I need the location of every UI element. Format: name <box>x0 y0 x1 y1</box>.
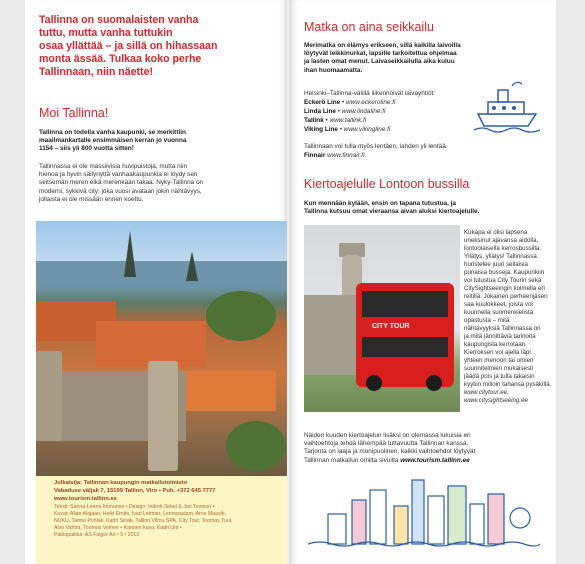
kiertoajelu-lead <box>304 200 550 216</box>
credit-lines <box>54 504 282 539</box>
moi-body <box>39 163 275 204</box>
bus-line: lontoolaisella kerrosbussilla. <box>464 245 542 252</box>
footer-text <box>304 432 554 465</box>
citytour-link[interactable]: www.citytour.ee, <box>464 389 509 396</box>
lead-line: löytyvät leikkinurkat, lapsille tarkoitettua ohjelmaa <box>304 50 457 58</box>
lead-line: ihan huomaamatta. <box>304 66 363 74</box>
intro-text <box>39 14 275 79</box>
bus-line: opastusta – mitä <box>464 317 510 324</box>
lead-line: Kun mennään kylään, ensin on tapana tutustua, ja <box>304 200 456 207</box>
footer-line: Näiden kuuden kiertoajelun lisäksi on olemassa lukuisia eri <box>304 432 471 439</box>
operator-link[interactable]: www.lindaline.fi <box>341 108 386 115</box>
ship-illustration <box>472 78 542 134</box>
moi-tallinna-heading: Moi Tallinna! <box>39 106 109 120</box>
operator-line: Eckerö Line • www.eckeroline.fi <box>304 99 396 106</box>
bus-line: Kukapa ei olisi lapsena <box>464 229 528 236</box>
lead-line: Tallinna kutsuu omat vieraansa aivan aluksi kiertoajelulle. <box>304 208 480 216</box>
bus-line: voi tutustua City Tourin sekä <box>464 277 542 284</box>
intro-line: monta ässää. Tulkaa koko perhe <box>39 53 202 65</box>
body-line: moderni, sykkivä city: joka vuosi avataan jokin nähtävyys, <box>39 187 202 195</box>
intro-line: tuttu, mutta vanha tuttukin <box>39 27 173 39</box>
bus-text <box>464 229 554 405</box>
credits-box <box>36 476 287 564</box>
body-line: Tallinnassa ei ole massiivisia huvipuistoja, mutta niin <box>39 163 188 170</box>
lower-windows <box>362 337 448 357</box>
bus-line: kyytiin milloin tahansa pysäkillä. <box>464 381 552 388</box>
bus-line: jäädä pois ja tulla takaisin <box>464 373 535 380</box>
photo-sea <box>36 261 287 287</box>
publisher-web[interactable]: www.tourism.tallinn.ee <box>54 496 117 502</box>
bus-line: ja mitä jännittäviä tarinoita <box>464 333 536 340</box>
body-line: seitsemän meren eikä merenkään takaa. Nyky-Tallinna on <box>39 179 204 187</box>
credit-line: Painopaikka: AS Folger Art • 5 / 2013 <box>54 532 140 538</box>
credit-line: Kuvat: Allan Alajaan, Heiki Ernits, Ivari Leiman, Lennusadam, Arne Maasik, <box>54 511 226 517</box>
operator-link[interactable]: www.eckeroline.fi <box>346 99 396 106</box>
old-town-photo <box>36 221 287 476</box>
operator-line: Linda Line • www.lindaline.fi <box>304 108 386 115</box>
operator-name: Eckerö Line <box>304 99 341 106</box>
lead-line: Tallinna on todella vanha kaupunki, se merkittiin <box>39 129 186 136</box>
tourism-link[interactable]: www.tourism.tallinn.ee <box>400 456 470 464</box>
operator-name: Viking Line <box>304 126 338 133</box>
wall-tower <box>36 351 62 441</box>
bus-line: huristelee juuri sellaisia <box>464 261 528 268</box>
lead-line: Merimatka on elämys erikseen, sillä kaikilla laivoilla <box>304 42 461 49</box>
bus-line: kaupungista kerrotaan. <box>464 341 527 348</box>
publisher: Julkaisija: Tallinnan kaupungin matkailutoimisto <box>54 480 188 486</box>
matka-heading: Matka on aina seikkailu <box>304 20 434 34</box>
operator-line: Tallink • www.tallink.fi <box>304 117 367 124</box>
bus-line: suunnitelmien mukaisesti <box>464 365 534 372</box>
credit-line: NUKU, Tarmo Pohlak, Kadri Sinak, Tallinn Vilmu SPA, City Tour, Toomas Tuul, <box>54 518 233 524</box>
bus-line: CitySightseeingin kolmella eri <box>464 285 545 292</box>
operator-name: Tallink <box>304 117 324 124</box>
left-page <box>25 0 287 564</box>
bus-line: kuunnella suomenkielistä <box>464 309 534 316</box>
upper-windows <box>362 291 448 317</box>
intro-line: osaa yllättää – ja sillä on hihassaan <box>39 40 218 52</box>
operator-line: Viking Line • www.vikingline.fi <box>304 126 391 133</box>
lead-line: ja lasten omat menut. Laivaseikkailulla aika kuluu <box>304 58 455 66</box>
wheel <box>366 375 382 391</box>
flight-line-2 <box>304 152 366 160</box>
intro-line: Tallinnaan, niin näette! <box>39 66 153 78</box>
flight-line-1: Tallinnaan voi tulla myös lentäen, lahden yli lentää <box>304 143 446 150</box>
intro-line: Tallinna on suomalaisten vanha <box>39 14 199 26</box>
bus-line: saa kuulokkeet, joista voi <box>464 301 533 308</box>
airline-name: Finnair <box>304 152 326 159</box>
bus-line: nähtävyyksiä Tallinnassa on <box>464 325 541 332</box>
lead-line: maailmankartalle ensimmäisen kerran jo vuonna <box>39 137 187 145</box>
credit-line: Teksti: Sanna-Leena Immanen • Design: Indrek Sirkel & Jan Tomson • <box>54 504 215 510</box>
bus-photo <box>304 225 460 412</box>
bus-line: uneksinut ajavansa aidolla, <box>464 237 539 244</box>
bus-line: reitillä. Jokainen perheenjäsen <box>464 293 548 300</box>
operator-link[interactable]: www.tallink.fi <box>329 117 367 124</box>
wall-tower <box>148 361 178 471</box>
publisher-address: Vabaduse väljak 7, 15199 Tallinn, Viro • Puh. +372 645 7777 <box>54 488 216 494</box>
airline-link[interactable]: www.finnair.fi. <box>327 152 367 159</box>
footer-line: vaihtoehtoja tehdä lähempää tuttavuutta Tallinnan kanssa. <box>304 440 469 448</box>
body-line: jollaista ei ole missään ennen koettu. <box>39 195 144 203</box>
operators-intro: Helsinki–Tallinna-välillä liikennöivät laivayhtiöt: <box>304 90 436 97</box>
bus-line: Yllätys, yllätys! Tallinnassa <box>464 253 537 260</box>
bus-line: Kierroksen voi ajella läpi <box>464 349 531 356</box>
trees <box>206 291 276 341</box>
footer-line: Tarjonta on laaja ja monipuolinen, kaikki vaihtoehdot löytyvät <box>304 448 476 456</box>
bus-line: punaisia busseja. Kaupunkiin <box>464 269 545 276</box>
bus-sign: CITY TOUR <box>372 323 410 330</box>
credit-line: Aivo Vahtra, Toomas Volmer • Kannen kuva: Kadri Unt • <box>54 525 182 531</box>
right-page <box>290 0 556 564</box>
citysightseeing-link[interactable]: www.citysightseeing.ee <box>464 397 528 404</box>
wheel <box>426 375 442 391</box>
trees <box>226 421 286 471</box>
bus-line: yhteen menoon tai omien <box>464 357 534 364</box>
matka-lead <box>304 42 544 75</box>
church-spire <box>124 231 136 277</box>
lead-line: 1154 – siis yli 800 vuotta sitten! <box>39 145 134 153</box>
roof <box>186 371 276 411</box>
operator-link[interactable]: www.vikingline.fi <box>343 126 391 133</box>
operator-name: Linda Line <box>304 108 336 115</box>
red-double-decker <box>356 283 454 387</box>
footer-line: Tallinnan matkailun omilta sivuilta <box>304 456 399 464</box>
church-spire <box>186 251 198 281</box>
kiertoajelu-heading: Kiertoajelulle Lontoon bussilla <box>304 177 470 191</box>
body-line: hienoa ja hyvin säilynyttä vanhaakaupunkia ei löydy sen <box>39 171 198 179</box>
city-skyline-illustration <box>308 470 540 550</box>
moi-lead <box>39 129 271 154</box>
